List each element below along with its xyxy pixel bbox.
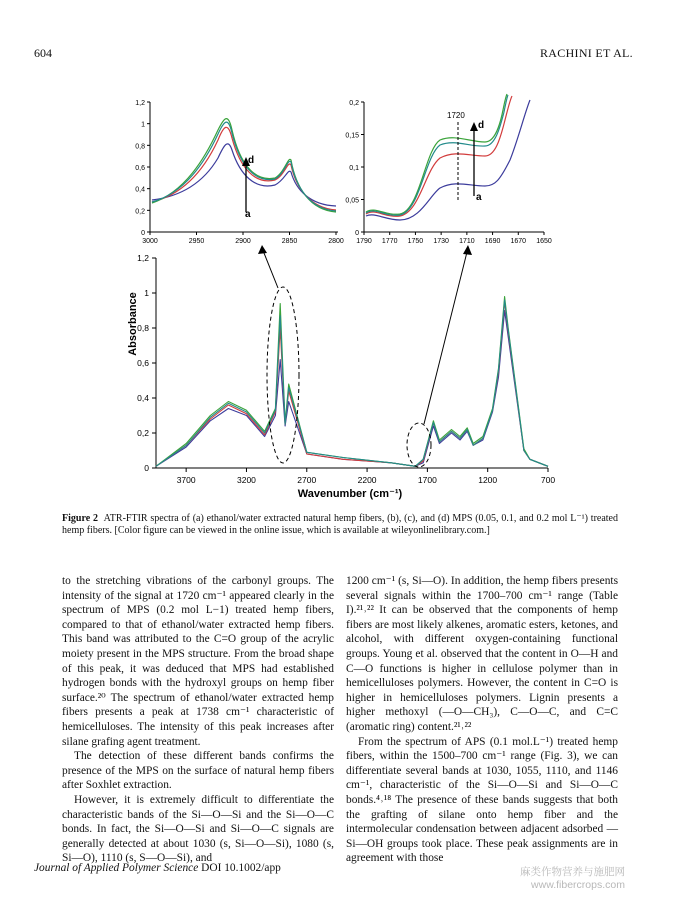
- series-b-line: [156, 302, 548, 467]
- y-tick-label: 0,6: [135, 165, 145, 172]
- series-c-line: [156, 297, 548, 467]
- paragraph: 1200 cm⁻¹ (s, Si—O). In addition, the hemp fibers presents several signals within the 1700–700 cm⁻¹ range (Table I).²¹˒²² It can be observed that the components of hemp fibers are most likely alkenes, aromatic esters, ketones, and alcohol, with different oxygen-containing functional groups. Young et al. observed that the content in O—H and C—O functions is higher in cellulose polymer than in hemicelluloses polymers. However, the content in C=O is higher in hemicelluloses polymers. Lignin presents a higher methoxyl (—O—CH₃), C—O—C, and C=C (aromatic ring) content.²¹˒²²: [346, 575, 618, 733]
- x-tick-label: 2700: [297, 475, 317, 485]
- pointer-arrow-left: [262, 248, 278, 288]
- x-tick-label: 2800: [328, 238, 344, 245]
- running-head: RACHINI ET AL.: [540, 46, 633, 60]
- y-tick-label: 0,4: [137, 393, 149, 403]
- x-tick-label: 2950: [188, 238, 205, 245]
- y-tick-label: 0,6: [137, 358, 149, 368]
- x-tick-label: 700: [540, 475, 556, 485]
- x-tick-label: 1790: [356, 238, 372, 245]
- inset-left-label-d: d: [248, 155, 255, 166]
- journal-name: Journal of Applied Polymer Science: [34, 862, 199, 874]
- y-tick-label: 0,2: [137, 428, 149, 438]
- y-tick-label: 0,2: [135, 208, 145, 216]
- x-tick-label: 1200: [478, 475, 498, 485]
- x-tick-label: 1670: [510, 238, 527, 245]
- paragraph: However, it is extremely difficult to differentiate the characteristic bands of the Si—O—Si and the Si—O—C bonds. In fact, the Si—O—Si and Si—O—C signals are generally detected at about 1030 (s, Si—O—Si), 1080 (s, Si—O), 1110 (s, S—O—Si), and: [62, 793, 334, 865]
- y-tick-label: 0: [355, 230, 359, 237]
- caption-text: ATR-FTIR spectra of (a) ethanol/water extracted natural hemp fibers, (b), (c), and (d) MPS (0.05, 0.1, and 0.2 mol L⁻¹) treated hemp fibers. [Color figure can be viewed in the online issue, which is available at wileyonlinelibrary.com.]: [62, 513, 618, 537]
- inset-right-label-a: a: [476, 192, 482, 203]
- body-column-right: [346, 574, 618, 866]
- x-tick-label: 2900: [235, 238, 251, 245]
- body-column-left: [62, 574, 334, 866]
- y-tick-label: 0,8: [135, 143, 145, 151]
- y-tick-label: 0,2: [349, 100, 359, 107]
- series-a-line: [156, 311, 548, 467]
- watermark: [520, 866, 625, 892]
- x-tick-label: 1650: [536, 238, 552, 245]
- x-tick-label: 1710: [459, 238, 475, 245]
- x-tick-label: 3000: [142, 238, 158, 245]
- y-tick-label: 0,05: [345, 197, 359, 205]
- y-tick-label: 0,8: [137, 323, 149, 333]
- y-tick-label: 1: [141, 121, 145, 129]
- inset-right-label-d: d: [478, 120, 485, 131]
- pointer-arrow-right: [424, 248, 468, 424]
- inset-right-chart: [345, 94, 552, 245]
- x-tick-label: 3200: [237, 475, 256, 485]
- paragraph: From the spectrum of APS (0.1 mol.L⁻¹) treated hemp fibers, within the 1500–700 cm⁻¹ range (Fig. 3), we can differentiate several bands at 1030, 1055, 1110, and 1146 cm⁻¹, characteristic of the Si—O—Si and Si—O—C bonds.⁴˒¹⁸ The presence of these bands suggests that both the grafting of silane onto hemp fiber and the intermolecular condensation between adjacent adsorbed —Si—OH groups took place. These peak assignments are in agreement with those: [346, 735, 618, 865]
- y-tick-label: 0: [141, 230, 145, 237]
- y-tick-label: 0,4: [135, 186, 145, 194]
- y-tick-label: 0: [144, 463, 149, 473]
- x-tick-label: 3700: [176, 475, 196, 485]
- y-tick-label: 1,2: [135, 100, 145, 107]
- y-tick-label: 0,15: [345, 132, 359, 140]
- y-tick-label: 1,2: [137, 253, 149, 263]
- x-tick-label: 1750: [407, 238, 424, 245]
- main-chart: [127, 245, 555, 500]
- x-tick-label: 1770: [381, 238, 398, 245]
- doi: DOI 10.1002/app: [201, 862, 281, 874]
- y-tick-label: 0,1: [349, 165, 359, 172]
- x-tick-label: 1690: [484, 238, 501, 245]
- inset-left-label-a: a: [245, 209, 251, 220]
- main-xlabel: Wavenumber (cm⁻¹): [297, 488, 403, 500]
- caption-label: Figure 2: [62, 513, 98, 524]
- inset-left-chart: [135, 100, 344, 245]
- x-tick-label: 1730: [433, 238, 449, 245]
- watermark-line-1: 麻类作物营养与施肥网: [520, 866, 625, 878]
- paragraph: to the stretching vibrations of the carbonyl groups. The intensity of the signal at 1720 cm⁻¹ appeared clearly in the spectrum of MPS (0.2 mol L−1) treated hemp fibers, compared to that of ethanol/water extracted hemp fibers. This band was attributed to the C=O group of the acrylic moiety present in the MPS structure. From the broad shape of this peak, it was deduced that MPS had established hydrogen bonds with the hydroxyl groups on hemp fiber surface.²⁰ The spectrum of ethanol/water extracted hemp fibers presents a peak at 1738 cm⁻¹ characteristic of hemicelluloses. The intensity of this peak increases after silane grafing agent treatment.: [62, 575, 334, 748]
- x-tick-label: 2850: [281, 238, 298, 245]
- main-ylabel: Absorbance: [127, 292, 139, 356]
- figure-caption: [62, 513, 618, 537]
- inset-right-marker: 1720: [447, 111, 465, 120]
- y-tick-label: 1: [144, 288, 149, 298]
- watermark-line-2: www.fibercrops.com: [531, 879, 625, 891]
- footer: [34, 862, 281, 874]
- page-number: 604: [34, 46, 52, 60]
- x-tick-label: 2200: [357, 475, 377, 485]
- paragraph: The detection of these different bands confirms the presence of the MPS on the surface of natural hemp fibers after Soxhlet extraction.: [62, 750, 334, 792]
- x-tick-label: 1700: [417, 475, 437, 485]
- series-d-line: [156, 300, 548, 466]
